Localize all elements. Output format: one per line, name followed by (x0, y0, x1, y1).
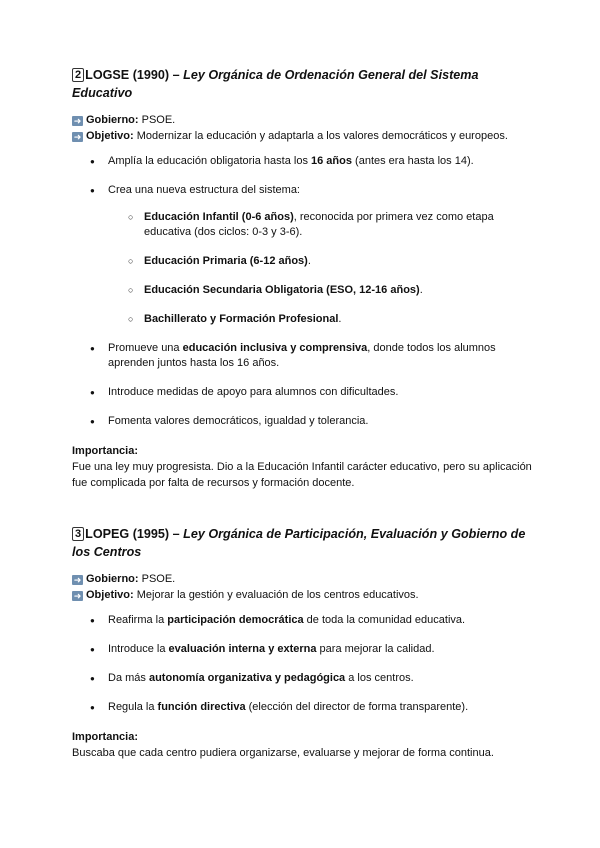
bullet-list (72, 154, 542, 429)
gobierno-value: PSOE. (138, 573, 176, 585)
item-bold: Educación Infantil (0-6 años) (144, 211, 294, 223)
objetivo-line (72, 587, 542, 603)
item-text: a los centros. (345, 672, 414, 684)
importancia-label: Importancia: (72, 731, 139, 743)
list-item (72, 613, 542, 628)
item-bold: Educación Primaria (6-12 años) (144, 255, 308, 267)
item-text: Introduce medidas de apoyo para alumnos con dificultades. (108, 386, 399, 398)
gobierno-line (72, 571, 542, 587)
number-badge: 3 (72, 527, 84, 541)
sub-list-item (108, 283, 542, 298)
importancia-text: Fue una ley muy progresista. Dio a la Educación Infantil carácter educativo, pero su aplicación fue complicada por falta de recursos y formación docente. (72, 461, 532, 489)
item-bold: participación democrática (167, 614, 304, 626)
item-bold: educación inclusiva y comprensiva (182, 342, 368, 354)
item-text: , donde todos los alumnos aprenden juntos hasta los 16 años. (108, 342, 496, 369)
item-text: Amplía la educación obligatoria hasta los (108, 155, 312, 167)
law-meta (72, 112, 542, 144)
item-bold: Bachillerato y Formación Profesional (144, 313, 339, 325)
list-item (72, 341, 542, 371)
importancia-label: Importancia: (72, 445, 139, 457)
heading-title: Ley Orgánica de Participación, Evaluación y Gobierno de los Centros (72, 527, 526, 559)
objetivo-value: Mejorar la gestión y evaluación de los centros educativos. (133, 589, 419, 601)
right-arrow-icon: ➜ (73, 575, 82, 585)
item-text: , reconocida por primera vez como etapa educativa (dos ciclos: 0-3 y 3-6). (144, 211, 494, 238)
sub-list (108, 210, 542, 327)
item-text: Introduce la (108, 643, 169, 655)
item-bold: función directiva (157, 701, 246, 713)
item-bold: Educación Secundaria Obligatoria (ESO, 12-16 años) (144, 284, 420, 296)
gobierno-label: Gobierno: (86, 573, 139, 585)
item-text: (elección del director de forma transparente). (245, 701, 469, 713)
objetivo-label: Objetivo: (86, 130, 134, 142)
right-arrow-icon: ➜ (73, 116, 82, 126)
list-item (72, 154, 542, 169)
item-text: Da más (108, 672, 149, 684)
item-text: (antes era hasta los 14). (351, 155, 474, 167)
section-heading-logse (72, 66, 542, 102)
item-text: . (307, 255, 311, 267)
heading-title: Ley Orgánica de Ordenación General del Sistema Educativo (72, 68, 479, 100)
list-item (72, 671, 542, 686)
heading-acronym: LOPEG (1995) – (85, 527, 184, 541)
item-text: de toda la comunidad educativa. (303, 614, 466, 626)
item-text: Fomenta valores democráticos, igualdad y tolerancia. (108, 415, 369, 427)
item-bold: 16 años (311, 155, 352, 167)
gobierno-label: Gobierno: (86, 114, 139, 126)
bullet-list (72, 613, 542, 715)
objetivo-line (72, 128, 542, 144)
item-text: para mejorar la calidad. (316, 643, 435, 655)
sub-list-item (108, 312, 542, 327)
item-text: Crea una nueva estructura del sistema: (108, 184, 300, 196)
item-text: . (338, 313, 342, 325)
document-page (72, 66, 542, 761)
number-badge: 2 (72, 68, 84, 82)
list-item (72, 385, 542, 400)
item-bold: evaluación interna y externa (168, 643, 317, 655)
right-arrow-icon: ➜ (73, 591, 82, 601)
list-item (72, 642, 542, 657)
right-arrow-icon: ➜ (73, 132, 82, 142)
section-heading-lopeg (72, 525, 542, 561)
list-item (72, 414, 542, 429)
objetivo-value: Modernizar la educación y adaptarla a los valores democráticos y europeos. (133, 130, 508, 142)
list-item (72, 700, 542, 715)
law-meta (72, 571, 542, 603)
item-text: Reafirma la (108, 614, 168, 626)
item-text: Regula la (108, 701, 158, 713)
heading-acronym: LOGSE (1990) – (85, 68, 184, 82)
sub-list-item (108, 254, 542, 269)
gobierno-line (72, 112, 542, 128)
list-item (72, 183, 542, 327)
item-text: Promueve una (108, 342, 183, 354)
section-spacer (72, 491, 542, 525)
importancia-text: Buscaba que cada centro pudiera organizarse, evaluarse y mejorar de forma continua. (72, 747, 494, 759)
item-bold: autonomía organizativa y pedagógica (148, 672, 346, 684)
objetivo-label: Objetivo: (86, 589, 134, 601)
item-text: . (419, 284, 423, 296)
gobierno-value: PSOE. (138, 114, 176, 126)
sub-list-item (108, 210, 542, 240)
